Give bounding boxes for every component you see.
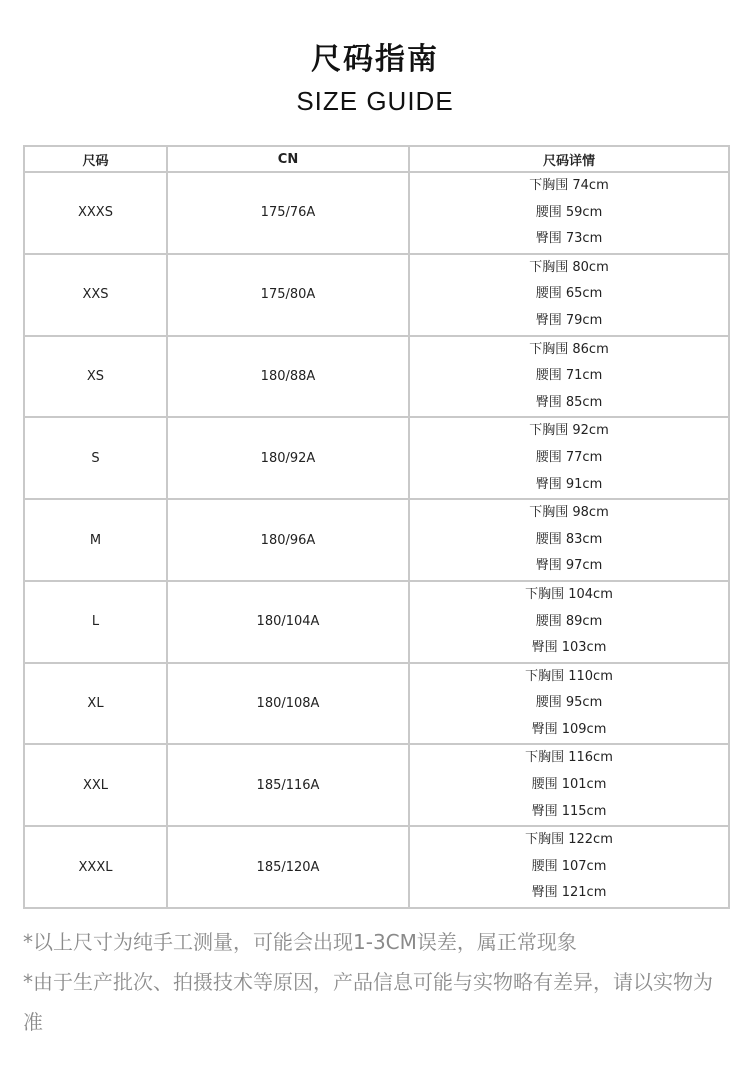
detail-line: 臀围 79cm <box>535 312 603 328</box>
detail-line: 腰围 83cm <box>535 531 603 547</box>
table-row <box>24 744 729 826</box>
detail-line: 臀围 115cm <box>531 803 607 819</box>
size-cell: XXS <box>24 254 167 336</box>
detail-line: 下胸围 116cm <box>525 750 613 766</box>
size-cell: XXL <box>24 744 167 826</box>
table-row <box>24 826 729 908</box>
detail-line: 下胸围 98cm <box>529 505 609 521</box>
table-row <box>24 336 729 418</box>
details-cell <box>409 417 729 499</box>
table-row <box>24 663 729 745</box>
table-header-row <box>24 146 729 172</box>
details-cell <box>409 581 729 663</box>
details-cell <box>409 499 729 581</box>
table-row <box>24 499 729 581</box>
detail-line: 腰围 59cm <box>535 204 603 220</box>
details-cell <box>409 254 729 336</box>
cn-size-cell: 180/104A <box>167 581 409 663</box>
detail-line: 臀围 85cm <box>535 394 603 410</box>
details-cell <box>409 663 729 745</box>
detail-line: 下胸围 122cm <box>525 832 613 848</box>
detail-line: 腰围 71cm <box>535 368 603 384</box>
detail-line: 臀围 109cm <box>531 721 607 737</box>
cn-size-cell: 185/120A <box>167 826 409 908</box>
table-row <box>24 254 729 336</box>
note-disclaimer: *由于生产批次、拍摄技术等原因，产品信息可能与实物略有差异，请以实物为准 <box>23 970 713 1034</box>
note-measurement: *以上尺寸为纯手工测量，可能会出现1-3CM误差，属正常现象 <box>23 930 577 954</box>
notes <box>23 922 723 1042</box>
detail-line: 下胸围 92cm <box>529 423 609 439</box>
column-header-cn: CN <box>167 146 409 172</box>
size-cell: XS <box>24 336 167 418</box>
detail-line: 腰围 107cm <box>531 858 607 874</box>
detail-line: 腰围 101cm <box>531 777 607 793</box>
detail-line: 臀围 73cm <box>535 231 603 247</box>
size-cell: XXXS <box>24 172 167 254</box>
details-cell <box>409 826 729 908</box>
details-cell <box>409 172 729 254</box>
detail-line: 下胸围 74cm <box>529 178 609 193</box>
cn-size-cell: 180/108A <box>167 663 409 745</box>
size-cell: S <box>24 417 167 499</box>
details-cell <box>409 336 729 418</box>
column-header-details: 尺码详情 <box>409 146 729 172</box>
detail-line: 腰围 77cm <box>535 449 603 465</box>
cn-size-cell: 175/80A <box>167 254 409 336</box>
detail-line: 腰围 95cm <box>535 695 603 711</box>
size-cell: XXXL <box>24 826 167 908</box>
table-row <box>24 417 729 499</box>
column-header-size: 尺码 <box>24 146 167 172</box>
detail-line: 臀围 97cm <box>535 558 603 574</box>
page-title: 尺码指南 <box>311 42 439 77</box>
size-cell: L <box>24 581 167 663</box>
cn-size-cell: 180/88A <box>167 336 409 418</box>
details-cell <box>409 744 729 826</box>
table-header <box>24 146 729 172</box>
detail-line: 腰围 89cm <box>535 613 603 629</box>
size-cell: M <box>24 499 167 581</box>
size-cell: XL <box>24 663 167 745</box>
detail-line: 下胸围 86cm <box>529 341 609 357</box>
table-body <box>24 172 729 908</box>
page-subtitle: SIZE GUIDE <box>296 86 454 116</box>
detail-line: 臀围 103cm <box>531 640 607 656</box>
table-row <box>24 172 729 254</box>
detail-line: 臀围 91cm <box>535 476 603 492</box>
size-table <box>23 145 730 909</box>
cn-size-cell: 185/116A <box>167 744 409 826</box>
cn-size-cell: 180/92A <box>167 417 409 499</box>
cn-size-cell: 175/76A <box>167 172 409 254</box>
detail-line: 下胸围 110cm <box>525 668 613 684</box>
table-row <box>24 581 729 663</box>
cn-size-cell: 180/96A <box>167 499 409 581</box>
detail-line: 下胸围 104cm <box>525 586 613 602</box>
detail-line: 腰围 65cm <box>535 286 603 302</box>
detail-line: 臀围 121cm <box>531 885 607 901</box>
detail-line: 下胸围 80cm <box>529 259 609 275</box>
